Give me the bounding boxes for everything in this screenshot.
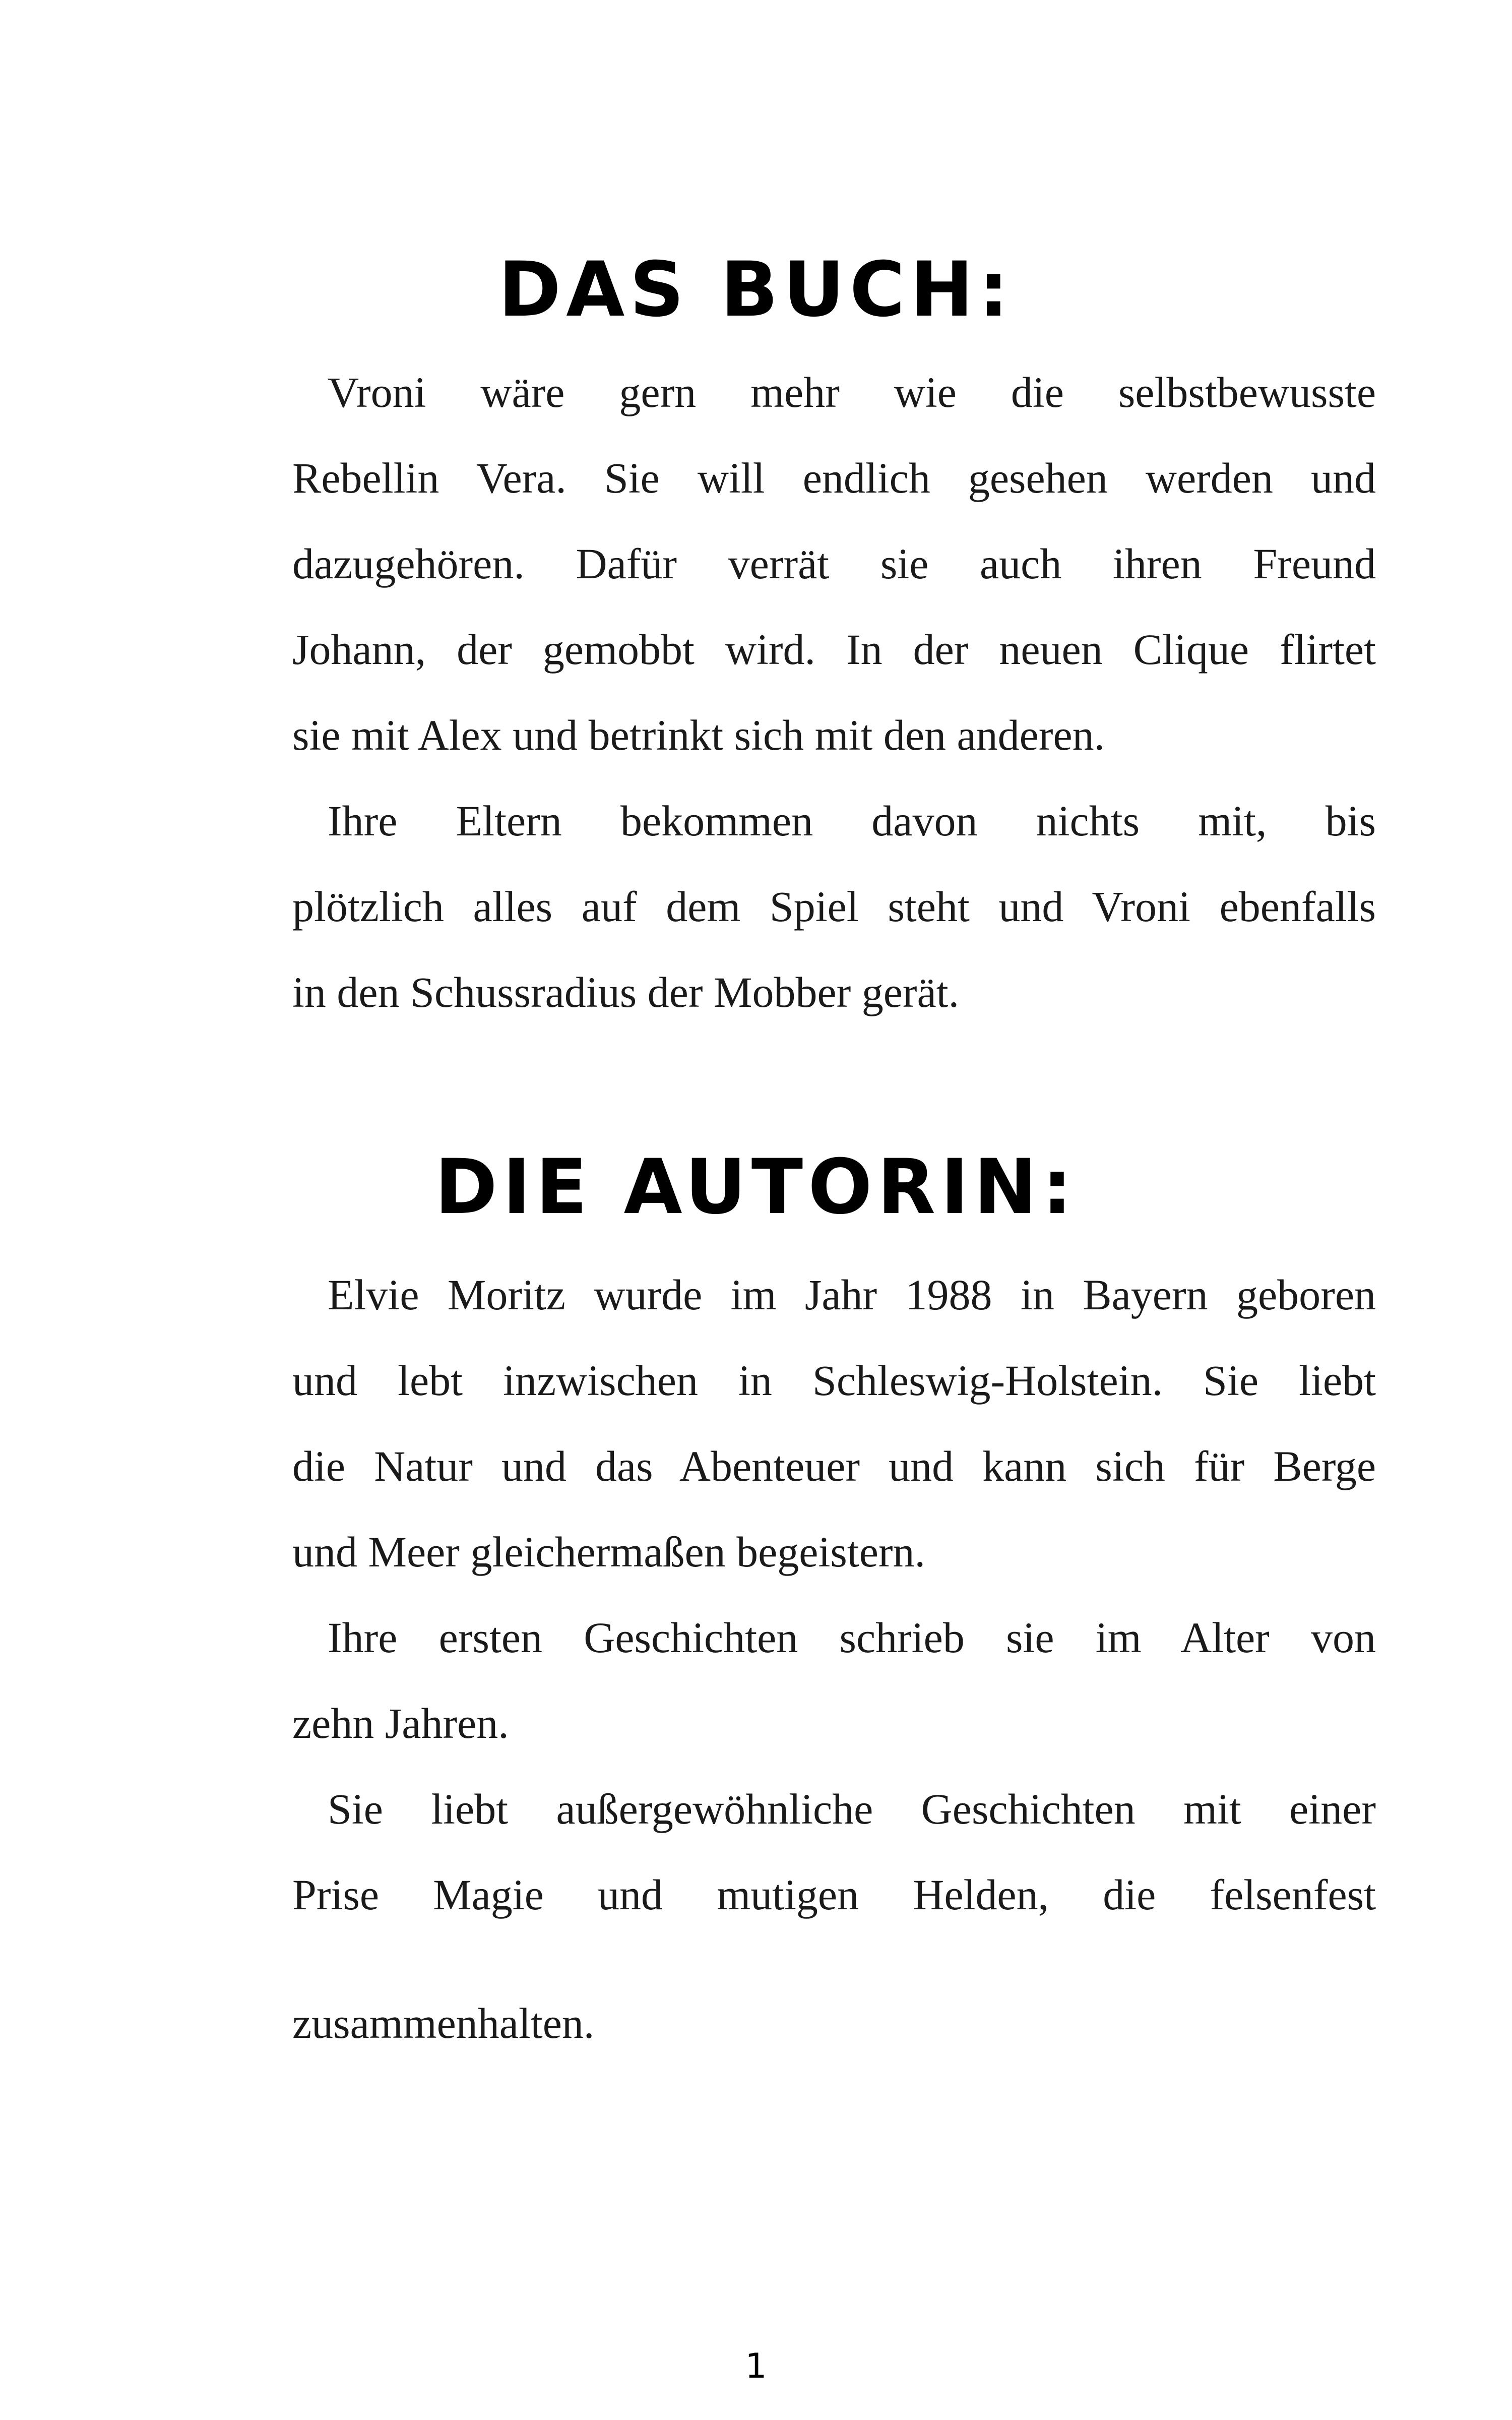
- body-text-line: plötzlich alles auf dem Spiel steht und Vroni ebenfalls: [292, 882, 1376, 931]
- body-text-line: und lebt inzwischen in Schleswig-Holstein. Sie liebt: [292, 1356, 1376, 1405]
- body-text-line: Ihre Eltern bekommen davon nichts mit, bis: [328, 797, 1376, 845]
- body-text-line: Elvie Moritz wurde im Jahr 1988 in Bayern geboren: [328, 1270, 1376, 1319]
- body-text-line: sie mit Alex und betrinkt sich mit den anderen.: [292, 711, 1105, 759]
- body-text-line: zehn Jahren.: [292, 1699, 509, 1747]
- body-text-line: die Natur und das Abenteuer und kann sich für Berge: [292, 1442, 1376, 1490]
- page-number: 1: [745, 2346, 767, 2386]
- body-text-line: Johann, der gemobbt wird. In der neuen Clique flirtet: [292, 625, 1376, 674]
- body-text-line: Ihre ersten Geschichten schrieb sie im Alter von: [328, 1613, 1376, 1662]
- body-text-line: Rebellin Vera. Sie will endlich gesehen werden und: [292, 454, 1376, 502]
- body-text-line: Sie liebt außergewöhnliche Geschichten mit einer: [328, 1785, 1376, 1833]
- body-text-line: zusammenhalten.: [292, 1999, 595, 2047]
- body-text-line: Vroni wäre gern mehr wie die selbstbewusste: [328, 368, 1376, 416]
- heading-das-buch: DAS BUCH:: [498, 246, 1014, 334]
- body-text-line: in den Schussradius der Mobber gerät.: [292, 968, 960, 1016]
- body-text-line: dazugehören. Dafür verrät sie auch ihren Freund: [292, 539, 1376, 588]
- body-text-line: Prise Magie und mutigen Helden, die felsenfest: [292, 1870, 1376, 1919]
- heading-die-autorin: DIE AUTORIN:: [434, 1143, 1078, 1231]
- body-text-line: und Meer gleichermaßen begeistern.: [292, 1528, 926, 1576]
